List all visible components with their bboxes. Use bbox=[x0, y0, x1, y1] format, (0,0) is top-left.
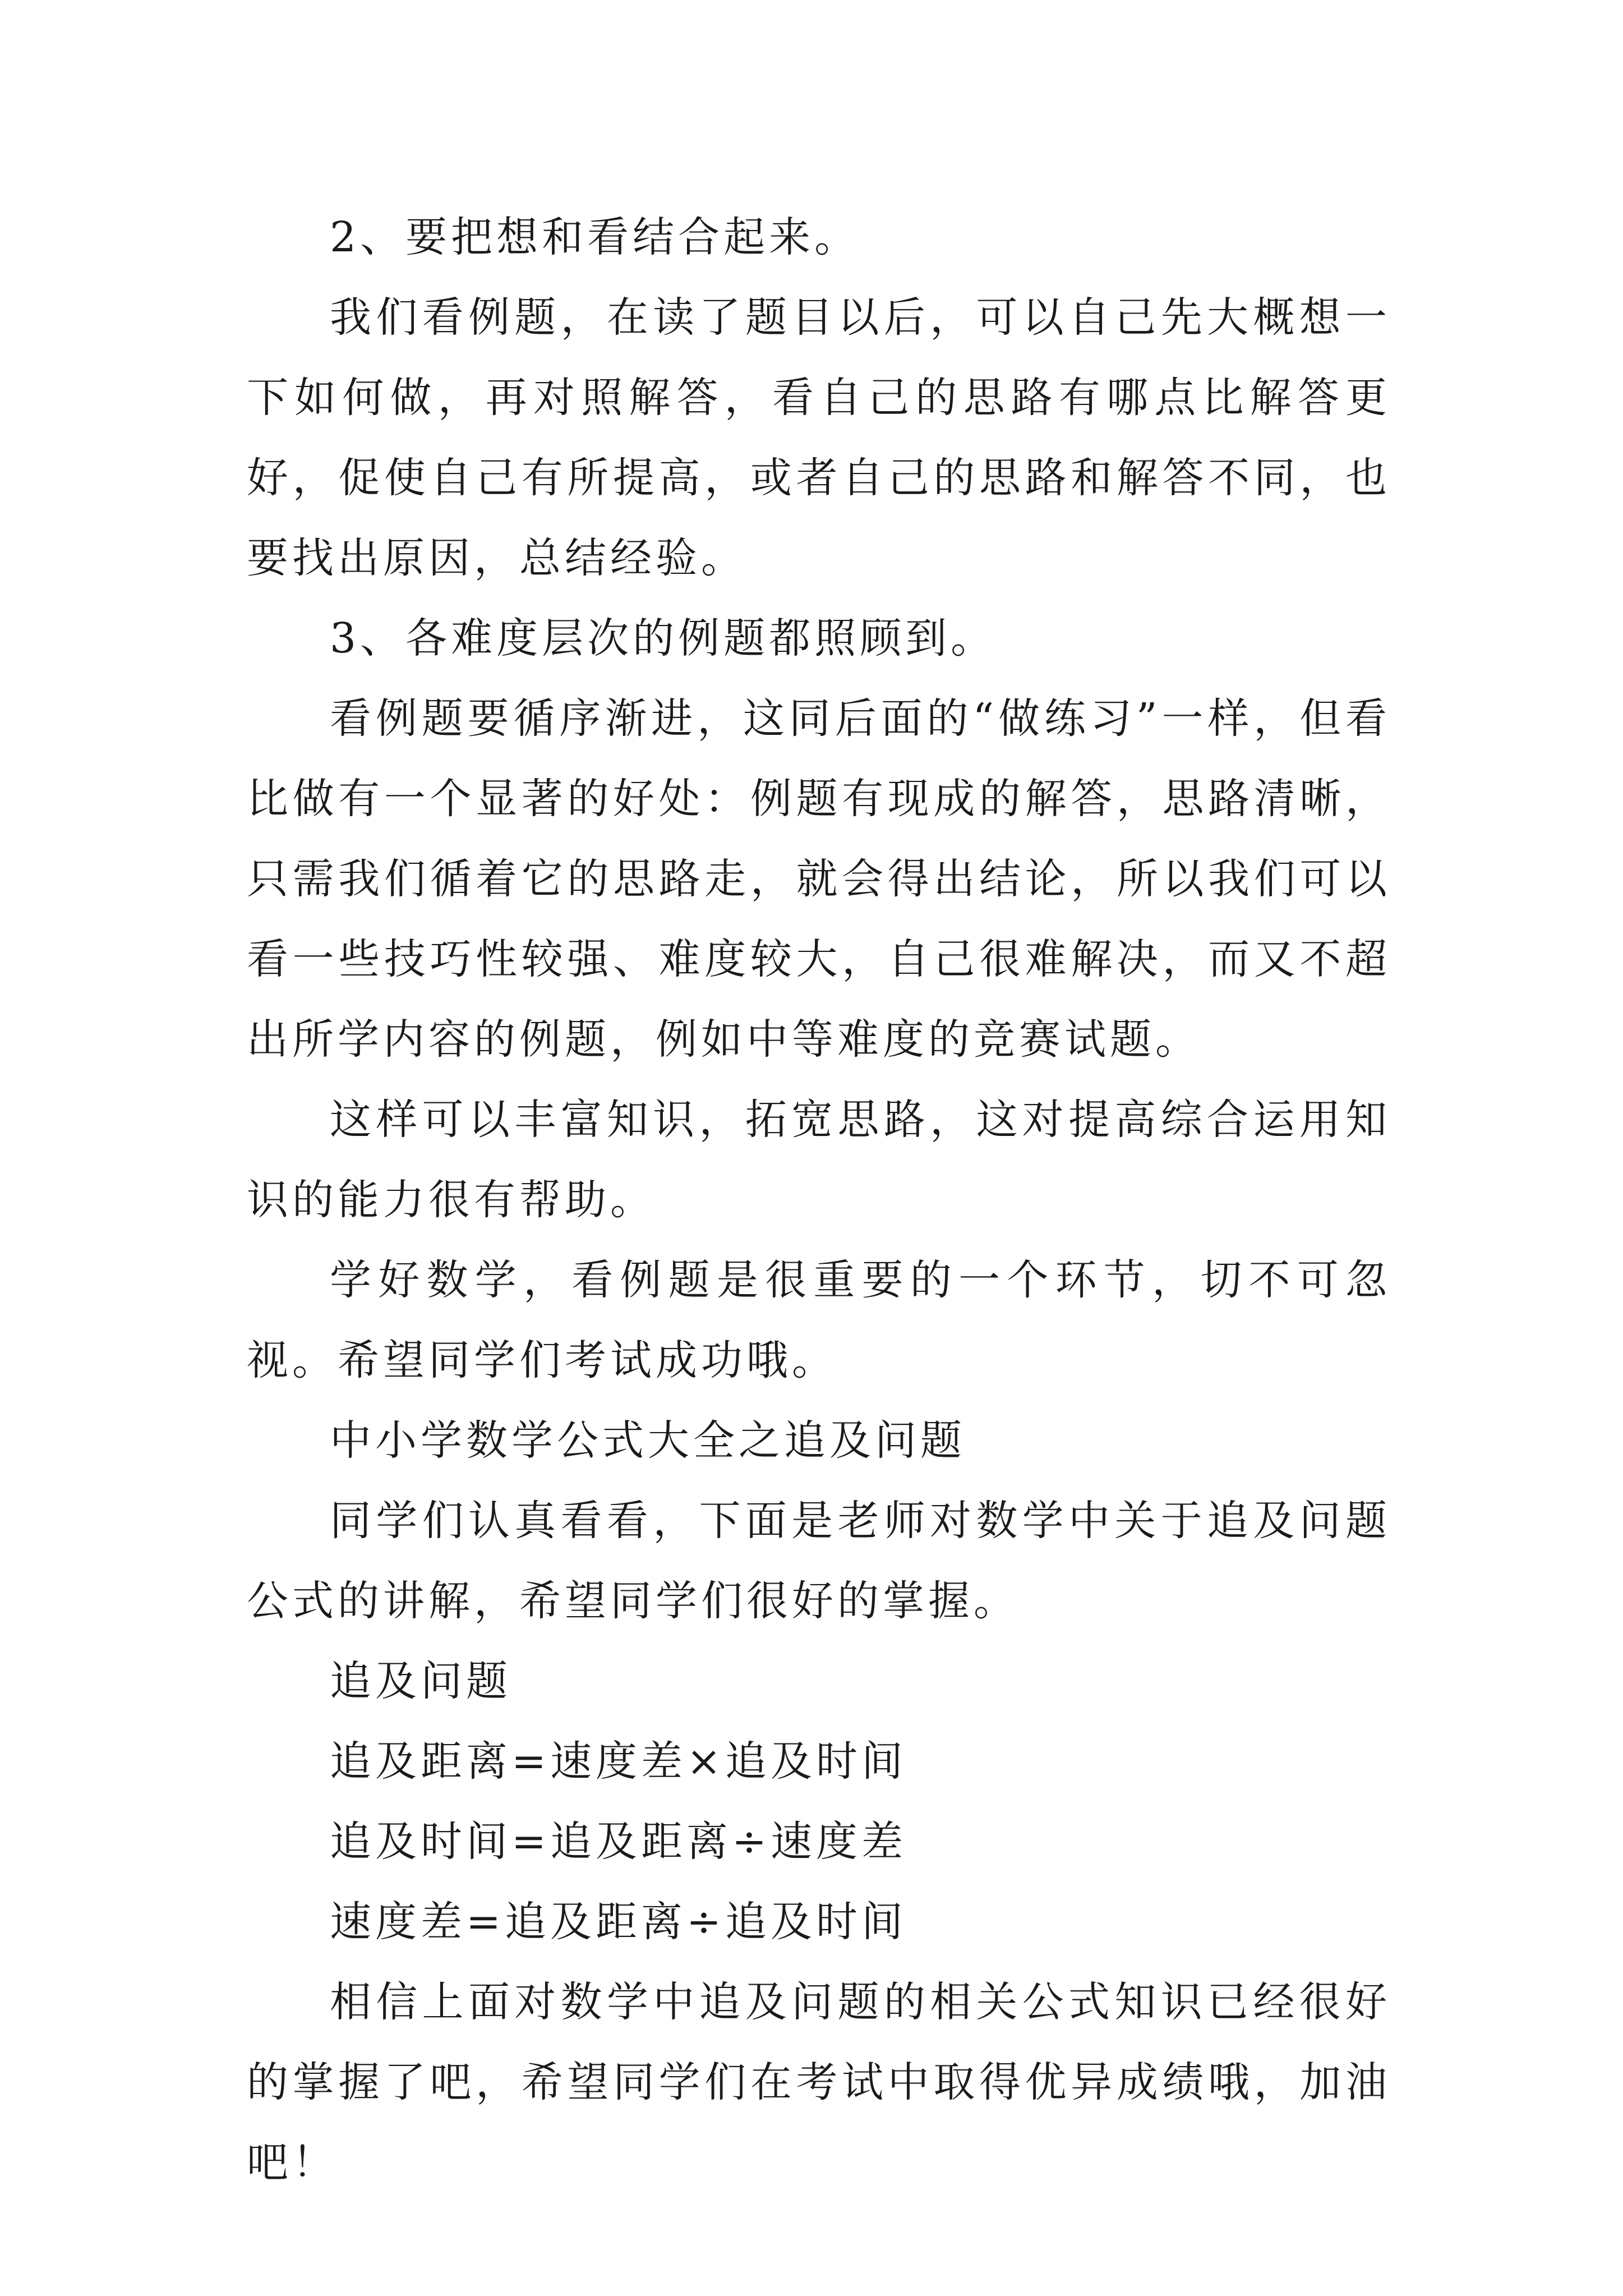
section-heading-2: 2、要把想和看结合起来。 bbox=[330, 213, 860, 261]
paragraph: 同学们认真看看，下面是老师对数学中关于追及问题公式的讲解，希望同学们很好的掌握。 bbox=[247, 1497, 1391, 1625]
paragraph: 我们看例题，在读了题目以后，可以自己先大概想一下如何做，再对照解答，看自己的思路有哪点比解答更好，促使自己有所提高，或者自己的思路和解答不同，也要找出原因，总结经验。 bbox=[247, 293, 1391, 582]
section-heading-3: 3、各难度层次的例题都照顾到。 bbox=[330, 614, 997, 662]
subheading: 追及问题 bbox=[330, 1657, 511, 1705]
body-text bbox=[247, 197, 1391, 2203]
paragraph: 这样可以丰富知识，拓宽思路，这对提高综合运用知识的能力很有帮助。 bbox=[247, 1096, 1391, 1224]
formula-line: 速度差=追及距离÷追及时间 bbox=[330, 1898, 907, 1946]
closing-paragraph: 相信上面对数学中追及问题的相关公式知识已经很好的掌握了吧，希望同学们在考试中取得优异成绩哦，加油吧！ bbox=[247, 1978, 1391, 2187]
paragraph: 看例题要循序渐进，这同后面的“做练习”一样，但看比做有一个显著的好处：例题有现成的解答，思路清晰，只需我们循着它的思路走，就会得出结论，所以我们可以看一些技巧性较强、难度较大，自己很难解决，而又不超出所学内容的例题，例如中等难度的竞赛试题。 bbox=[247, 694, 1391, 1064]
formula-line: 追及时间=追及距离÷速度差 bbox=[330, 1818, 907, 1866]
paragraph: 学好数学，看例题是很重要的一个环节，切不可忽视。希望同学们考试成功哦。 bbox=[247, 1256, 1391, 1384]
formula-line: 追及距离=速度差×追及时间 bbox=[330, 1737, 907, 1786]
article-title: 中小学数学公式大全之追及问题 bbox=[330, 1416, 966, 1465]
